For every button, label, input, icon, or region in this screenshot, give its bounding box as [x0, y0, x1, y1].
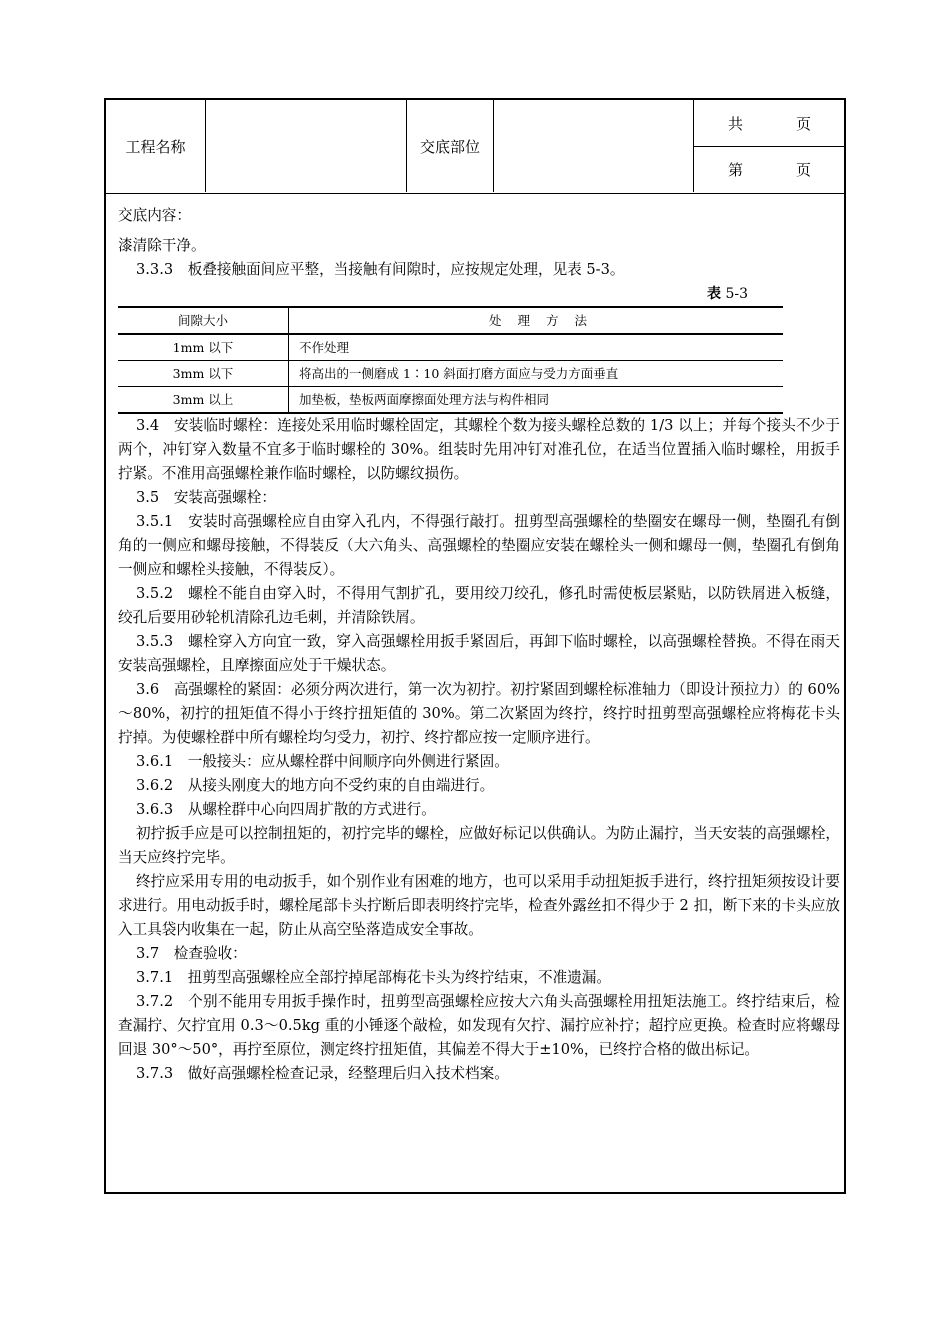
paragraph: 3.6.3 从螺栓群中心向四周扩散的方式进行。 [136, 801, 436, 818]
method-cell: 将高出的一侧磨成 1∶10 斜面打磨方面应与受力方面垂直 [289, 361, 784, 387]
form-header [106, 100, 844, 194]
gap-treatment-table [118, 306, 783, 414]
paragraph: 3.7.1 扭剪型高强螺栓应全部拧掉尾部梅花卡头为终拧结束，不准遗漏。 [136, 969, 611, 986]
table-block [118, 282, 840, 408]
method-cell: 不作处理 [289, 334, 784, 361]
page-count-cell [694, 100, 844, 192]
table-row [118, 334, 783, 361]
project-name-value [206, 100, 407, 192]
total-pages: 共 页 [694, 100, 844, 147]
paragraph: 终拧应采用专用的电动扳手，如个别作业有困难的地方，也可以采用手动扭矩扳手进行，终拧扭矩须按设计要求进行。用电动扳手时，螺栓尾部卡头拧断后即表明终拧完毕，检查外露丝扣不得少于 2 扣，断下来的卡头应放入工具袋内收集在一起，防止从高空坠落造成安全事故。 [118, 873, 840, 938]
table-row [118, 361, 783, 387]
paragraph: 初拧扳手应是可以控制扭矩的，初拧完毕的螺栓，应做好标记以供确认。为防止漏拧，当天安装的高强螺栓，当天应终拧完毕。 [118, 825, 840, 866]
gap-cell: 1mm 以下 [118, 334, 289, 361]
column-header: 间隙大小 [118, 307, 289, 334]
intro-line: 漆清除干净。 [118, 237, 206, 254]
disclosure-part-value [494, 100, 694, 192]
disclosure-form [104, 98, 846, 1194]
paragraph: 3.4 安装临时螺栓：连接处采用临时螺栓固定，其螺栓个数为接头螺栓总数的 1/3 以上；并每个接头不少于两个，冲钉穿入数量不宜多于临时螺栓的 30%。组装时先用冲钉对准孔位，在适当位置插入临时螺栓，用扳手拧紧。不准用高强螺栓兼作临时螺栓，以防螺纹损伤。 [118, 417, 840, 482]
table-caption: 表 5-3 [707, 286, 748, 302]
paragraph: 3.6.1 一般接头：应从螺栓群中间顺序向外侧进行紧固。 [136, 753, 509, 770]
gap-cell: 3mm 以上 [118, 387, 289, 414]
gap-cell: 3mm 以下 [118, 361, 289, 387]
paragraph: 3.5.3 螺栓穿入方向宜一致，穿入高强螺栓用扳手紧固后，再卸下临时螺栓，以高强螺栓替换。不得在雨天安装高强螺栓，且摩擦面应处于干燥状态。 [118, 633, 840, 674]
paragraph: 3.6.2 从接头刚度大的地方向不受约束的自由端进行。 [136, 777, 495, 794]
content-label: 交底内容： [118, 207, 191, 224]
disclosure-part-label: 交底部位 [407, 100, 494, 192]
intro-line: 3.3.3 板叠接触面间应平整，当接触有间隙时，应按规定处理，见表 5-3。 [136, 261, 625, 278]
paragraph: 3.5.2 螺栓不能自由穿入时，不得用气割扩孔，要用绞刀绞孔，修孔时需使板层紧贴，以防铁屑进入板缝，绞孔后要用砂轮机清除孔边毛刺，并清除铁屑。 [118, 585, 840, 626]
paragraph: 3.7.2 个别不能用专用扳手操作时，扭剪型高强螺栓应按大六角头高强螺栓用扭矩法施工。终拧结束后，检查漏拧、欠拧宜用 0.3～0.5kg 重的小锤逐个敲检，如发现有欠拧、漏拧应补拧；超拧应更换。检查时应将螺母回退 30°～50°，再拧至原位，测定终拧扭矩值，其偏差不得大于±10%，已终拧合格的做出标记。 [118, 993, 840, 1058]
table-header-row [118, 307, 783, 334]
column-header: 处 理 方 法 [289, 307, 784, 334]
current-page: 第 页 [728, 160, 812, 179]
project-name-label: 工程名称 [106, 100, 206, 192]
table-row [118, 387, 783, 414]
paragraph: 3.7 检查验收： [136, 945, 247, 962]
paragraph: 3.5.1 安装时高强螺栓应自由穿入孔内，不得强行敲打。扭剪型高强螺栓的垫圈安在螺母一侧，垫圈孔有倒角的一侧应和螺母接触，不得装反（大六角头、高强螺栓的垫圈应安装在螺栓头一侧和螺母一侧，垫圈孔有倒角一侧应和螺栓头接触，不得装反）。 [118, 513, 840, 578]
method-cell: 加垫板，垫板两面摩擦面处理方法与构件相同 [289, 387, 784, 414]
paragraph: 3.7.3 做好高强螺栓检查记录，经整理后归入技术档案。 [136, 1065, 509, 1082]
disclosure-content [118, 204, 840, 1086]
paragraph: 3.6 高强螺栓的紧固：必须分两次进行，第一次为初拧。初拧紧固到螺栓标准轴力（即设计预拉力）的 60%～80%，初拧的扭矩值不得小于终拧扭矩值的 30%。第二次紧固为终拧，终拧时扭剪型高强螺栓应将梅花卡头拧掉。为使螺栓群中所有螺栓均匀受力，初拧、终拧都应按一定顺序进行。 [118, 681, 840, 746]
paragraph: 3.5 安装高强螺栓： [136, 489, 276, 506]
